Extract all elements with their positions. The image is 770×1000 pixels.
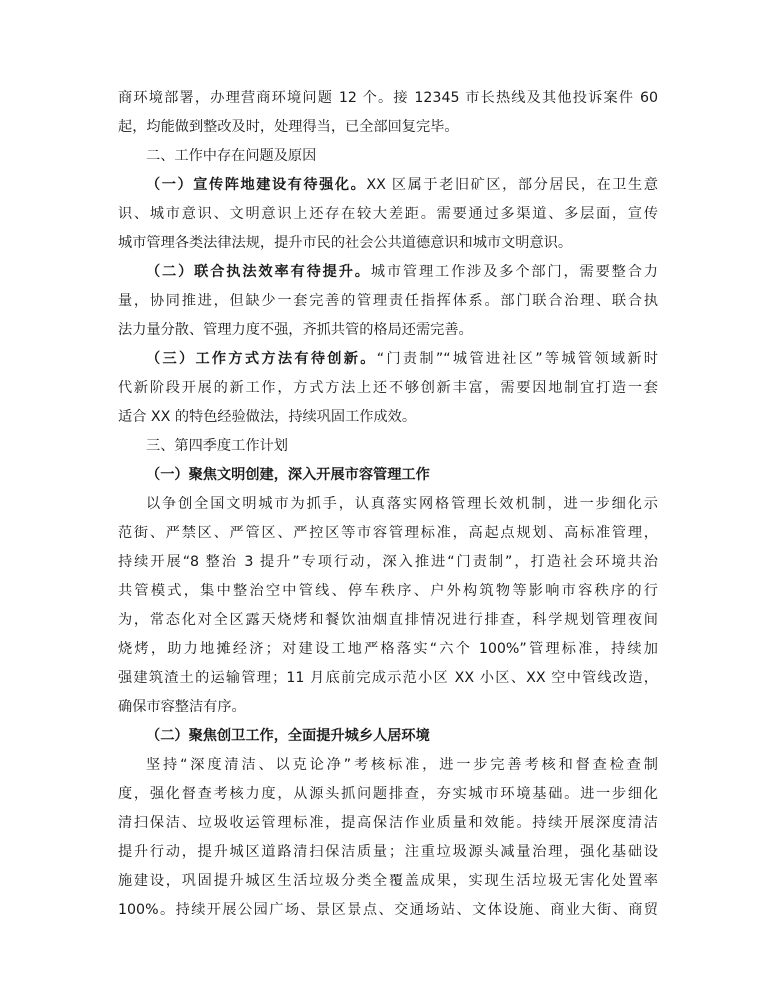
paragraph-text: 城市管理工作涉及多个部门，需要整合力 xyxy=(370,264,658,280)
paragraph-text: XX 区属于老旧矿区，部分居民，在卫生意 xyxy=(366,177,658,193)
subheading: （一）聚焦文明创建，深入开展市容管理工作 xyxy=(146,467,430,483)
section-heading: 三、第四季度工作计划 xyxy=(146,438,288,454)
subheading: （二）聚焦创卫工作，全面提升城乡人居环境 xyxy=(146,728,430,744)
paragraph-line: 持续开展“8 整治 3 提升”专项行动，深入推进“门责制”，打造社会环境共治 xyxy=(118,554,658,570)
paragraph-line: 提升行动，提升城区道路清扫保洁质量；注重垃圾源头减量治理，强化基础设 xyxy=(118,844,658,860)
paragraph-line: 施建设，巩固提升城区生活垃圾分类全覆盖成果，实现生活垃圾无害化处置率 xyxy=(118,873,658,889)
paragraph-line: 强建筑渣土的运输管理；11 月底前完成示范小区 XX 小区、XX 空中管线改造， xyxy=(118,670,658,686)
paragraph-line: 代新阶段开展的新工作，方式方法上还不够创新丰富，需要因地制宜打造一套 xyxy=(118,380,658,396)
paragraph-line: 识、城市意识、文明意识上还存在较大差距。需要通过多渠道、多层面，宣传 xyxy=(118,206,658,222)
paragraph-line: 范街、严禁区、严管区、严控区等市容管理标准，高起点规划、高标准管理， xyxy=(118,525,658,541)
paragraph-line: 100%。持续开展公园广场、景区景点、交通场站、文体设施、商业大街、商贸 xyxy=(118,902,658,918)
paragraph-line: 城市管理各类法律法规，提升市民的社会公共道德意识和城市文明意识。 xyxy=(118,235,573,251)
paragraph-line: 确保市容整洁有序。 xyxy=(118,699,246,715)
paragraph-line: 起，均能做到整改及时，处理得当，已全部回复完毕。 xyxy=(118,119,459,135)
paragraph-line: 适合 XX 的特色经验做法，持续巩固工作成效。 xyxy=(118,409,417,425)
paragraph-line: 法力量分散、管理力度不强，齐抓共管的格局还需完善。 xyxy=(118,322,473,338)
subheading-inline: （三）工作方式方法有待创新。 xyxy=(146,351,377,367)
paragraph-line: 清扫保洁、垃圾收运管理标准，提高保洁作业质量和效能。持续开展深度清洁 xyxy=(118,815,658,831)
paragraph-line: 量，协同推进，但缺少一套完善的管理责任指挥体系。部门联合治理、联合执 xyxy=(118,293,658,309)
subheading-inline: （一）宣传阵地建设有待强化。 xyxy=(146,177,367,193)
subheading-inline: （二）联合执法效率有待提升。 xyxy=(146,264,371,280)
paragraph-line xyxy=(146,262,658,282)
paragraph-line: 为，常态化对全区露天烧烤和餐饮油烟直排情况进行排查，科学规划管理夜间 xyxy=(118,612,658,628)
paragraph-line: 烧烤，助力地摊经济；对建设工地严格落实“六个 100%”管理标准，持续加 xyxy=(118,641,658,657)
paragraph-line: 共管模式，集中整治空中管线、停车秩序、户外构筑物等影响市容秩序的行 xyxy=(118,583,658,599)
paragraph-line xyxy=(146,349,658,369)
paragraph-text: “门责制”“城管进社区”等城管领域新时 xyxy=(376,351,658,367)
paragraph-line xyxy=(146,175,658,195)
paragraph-line: 以争创全国文明城市为抓手，认真落实网格管理长效机制，进一步细化示 xyxy=(146,496,658,512)
section-heading: 二、工作中存在问题及原因 xyxy=(146,148,317,164)
paragraph-line: 坚持“深度清洁、以克论净”考核标准，进一步完善考核和督查检查制 xyxy=(146,757,658,773)
paragraph-line: 度，强化督查考核力度，从源头抓问题排查，夯实城市环境基础。进一步细化 xyxy=(118,786,658,802)
paragraph-line: 商环境部署，办理营商环境问题 12 个。接 12345 市长热线及其他投诉案件 60 xyxy=(118,90,658,106)
